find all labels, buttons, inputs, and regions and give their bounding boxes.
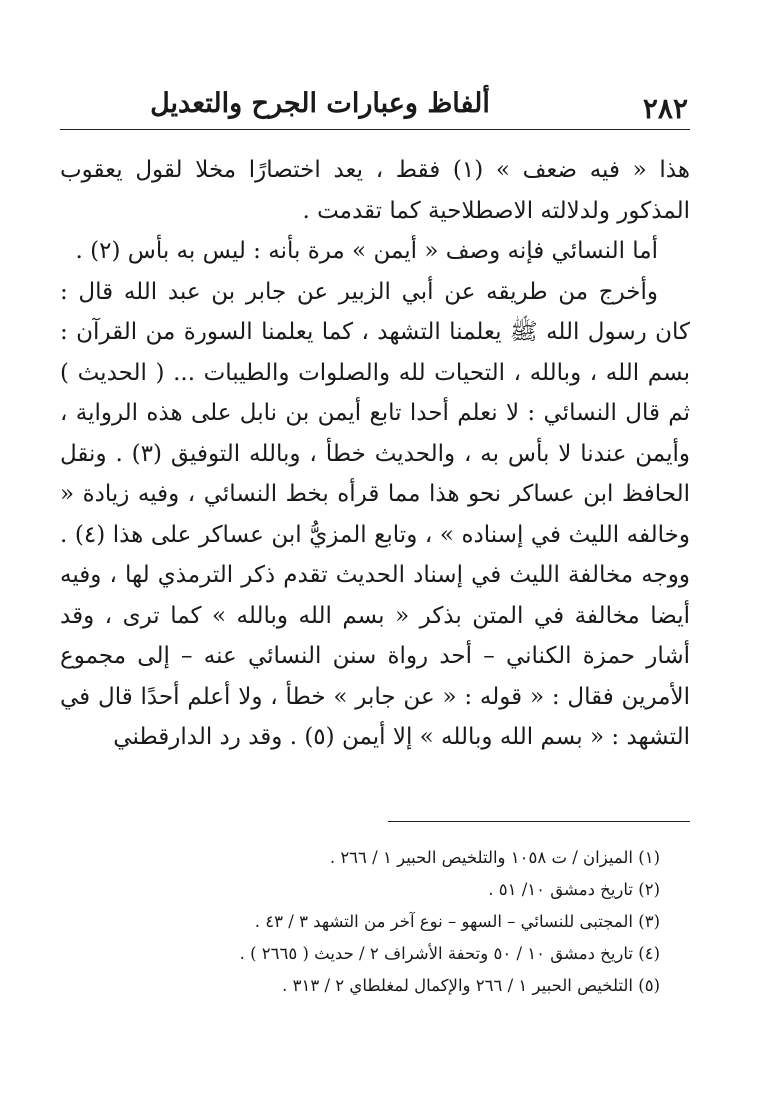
header-divider	[60, 129, 690, 130]
page-header	[60, 86, 690, 130]
running-title: ألفاظ وعبارات الجرح والتعديل	[150, 88, 490, 119]
footnote: (٣) المجتبى للنسائي – السهو – نوع آخر من التشهد ٣ / ٤٣ .	[254, 912, 660, 931]
page-number: ٢٨٢	[642, 92, 688, 125]
main-text	[60, 150, 690, 758]
footnotes	[100, 842, 660, 1002]
paragraph: أما النسائي فإنه وصف « أيمن » مرة بأنه : ليس به بأس (٢) .	[75, 238, 658, 264]
footnote: (١) الميزان / ت ١٠٥٨ والتلخيص الحبير ١ / ٢٦٦ .	[329, 848, 660, 867]
footnote-divider	[388, 821, 690, 822]
footnote: (٤) تاريخ دمشق ١٠ / ٥٠ وتحفة الأشراف ٢ / حديث ( ٢٦٦٥ ) .	[239, 944, 660, 963]
paragraph: هذا « فيه ضعف » (١) فقط ، يعد اختصارًا مخلا لقول يعقوب المذكور ولدلالته الاصطلاحية كما تقدمت .	[60, 157, 690, 224]
footnote: (٢) تاريخ دمشق ١٠/ ٥١ .	[488, 880, 660, 899]
footnote: (٥) التلخيص الحبير ١ / ٢٦٦ والإكمال لمغلطاي ٢ / ٣١٣ .	[282, 976, 660, 995]
paragraph: وأخرج من طريقه عن أبي الزبير عن جابر بن عبد الله قال : كان رسول الله ﷺ يعلمنا التشهد ، كما يعلمنا السورة من القرآن : بسم الله ، وبالله ، التحيات لله والصلوات والطيبات ... ( الحديث ) ثم قال النسائي : لا نعلم أحدا تابع أيمن بن نابل على هذه الرواية ، وأيمن عندنا لا بأس به ، والحديث خطأ ، وبالله التوفيق (٣) . ونقل الحافظ ابن عساكر نحو هذا مما قرأه بخط النسائي ، وفيه زيادة « وخالفه الليث في إسناده » ، وتابع المزيُّ ابن عساكر على هذا (٤) . ووجه مخالفة الليث في إسناد الحديث تقدم ذكر الترمذي لها ، وفيه أيضا مخالفة في المتن بذكر « بسم الله وبالله » كما ترى ، وقد أشار حمزة الكناني – أحد رواة سنن النسائي عنه – إلى مجموع الأمرين فقال : « قوله : « عن جابر » خطأ ، ولا أعلم أحدًا قال في التشهد : « بسم الله وبالله » إلا أيمن (٥) . وقد رد الدارقطني	[60, 278, 690, 750]
